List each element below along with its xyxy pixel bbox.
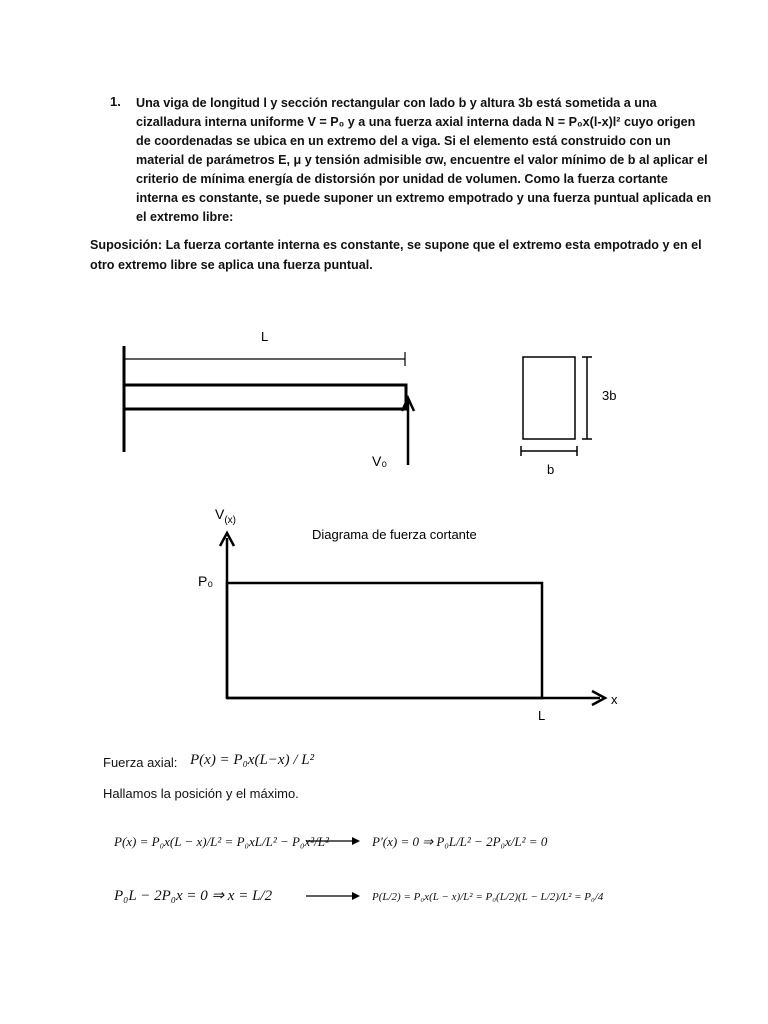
problem-statement [136,94,712,227]
p0-label: P₀ [198,573,214,589]
solve-formula: P₀L − 2P₀x = 0 ⇒ x = L/2 [114,888,273,904]
problem-line: criterio de mínima energía de distorsión por unidad de volumen. Como la fuerza cortante [136,172,668,186]
arrow-to-max [304,889,364,903]
problem-line: de coordenadas se ubica en un extremo del a viga. Si el elemento está construido con un [136,134,671,148]
force-label: V₀ [372,453,388,469]
beam-body [124,385,406,409]
shear-block [227,583,542,698]
height-label: 3b [602,388,617,403]
width-label: b [547,462,555,477]
beam-figure [0,320,768,480]
cross-section [523,357,575,439]
problem-line: material de parámetros E, μ y tensión admisible σw, encuentre el valor mínimo de b al aplicar el [136,153,708,167]
max-formula: P(L/2) = P₀x(L − x)/L² = P₀(L/2)(L − L/2)/L² = P₀/4 [372,891,604,903]
shear-diagram [0,500,768,730]
assumption-line: Suposición: La fuerza cortante interna es constante, se supone que el extremo esta empotrado y en el [90,238,702,252]
problem-line: interna es constante, se puede suponer un extremo empotrado y una fuerza puntual aplicada en [136,191,712,205]
problem-line: el extremo libre: [136,210,234,224]
expand-formula: P(x) = P₀x(L − x)/L² = P₀xL/L² − P₀x²/L² [114,834,329,849]
derivative-formula: P′(x) = 0 ⇒ P₀L/L² − 2P₀x/L² = 0 [372,834,548,849]
problem-line: Una viga de longitud l y sección rectangular con lado b y altura 3b está sometida a una [136,96,657,110]
l-axis-label: L [538,708,546,723]
assumption-line: otro extremo libre se aplica una fuerza puntual. [90,258,373,272]
problem-line: cizalladura interna uniforme V = P₀ y a una fuerza axial interna dada N = P₀x(l-x)l² cuyo origen [136,115,696,129]
find-text: Hallamos la posición y el máximo. [103,786,299,801]
y-axis-label: $V_{(x)}$ [215,506,237,526]
arrow-to-derivative [304,834,364,848]
x-axis-label: x [611,692,618,707]
problem-number: 1. [110,94,121,109]
diagram-title: Diagrama de fuerza cortante [312,527,477,542]
length-label: L [261,329,269,344]
axial-formula: P(x) = P₀x(L−x) / L² [190,752,315,768]
axial-label: Fuerza axial: [103,755,178,770]
assumption-text [90,235,702,275]
